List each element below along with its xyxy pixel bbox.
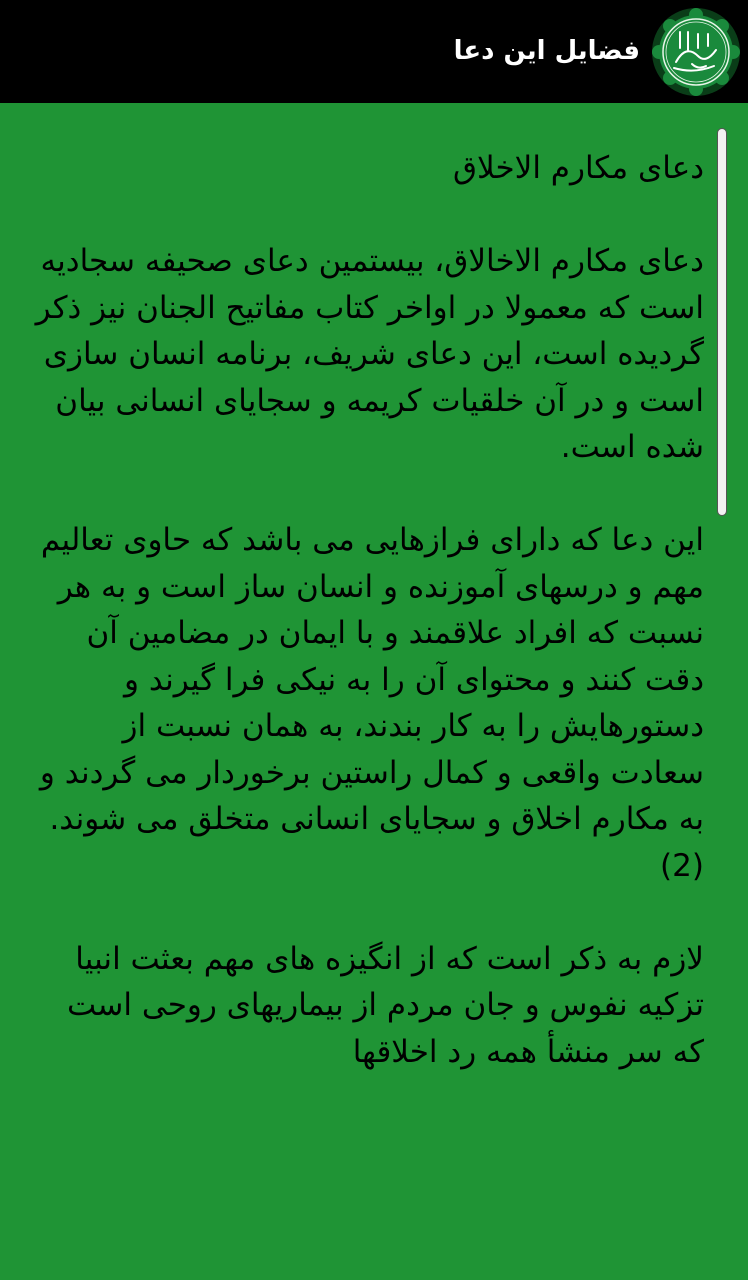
top-toolbar xyxy=(0,0,748,103)
calligraphy-seal-logo-icon[interactable] xyxy=(650,6,742,98)
article-scroll-area[interactable] xyxy=(0,103,748,1163)
article-paragraph: لازم به ذکر است که از انگیزه های مهم بعثت انبیا تزکیه نفوس و جان مردم از بیماریهای روحی است که سر منشأ همه رد اخلاقها xyxy=(66,940,704,1070)
article-paragraph: این دعا که دارای فرازهایی می باشد که حاوی تعالیم مهم و درسهای آموزنده و انسان ساز است و به هر نسبت که افراد علاقمند و با ایمان در مضامین آن دقت کنند و محتوای آن را به نیکی فرا گیرند و دستورهایش را به کار بندند، به همان نسبت از سعادت واقعی و کمال راستین برخوردار می گردند و به مکارم اخلاق و سجایای انسانی متخلق می شوند. (2) xyxy=(39,522,704,884)
vertical-scrollbar[interactable] xyxy=(717,128,727,516)
article-heading: دعای مکارم الاخلاق xyxy=(452,150,704,186)
page-title: فضایل این دعا xyxy=(453,36,640,66)
article-text xyxy=(28,145,704,1122)
article-paragraph: دعای مکارم الاخالاق، بیستمین دعای صحیفه سجادیه است که معمولا در اواخر کتاب مفاتیح الجنان نیز ذکر گردیده است، این دعای شریف، برنامه انسان سازی است و در آن خلقیات کریمه و سجایای انسانی بیان شده است. xyxy=(35,243,704,465)
